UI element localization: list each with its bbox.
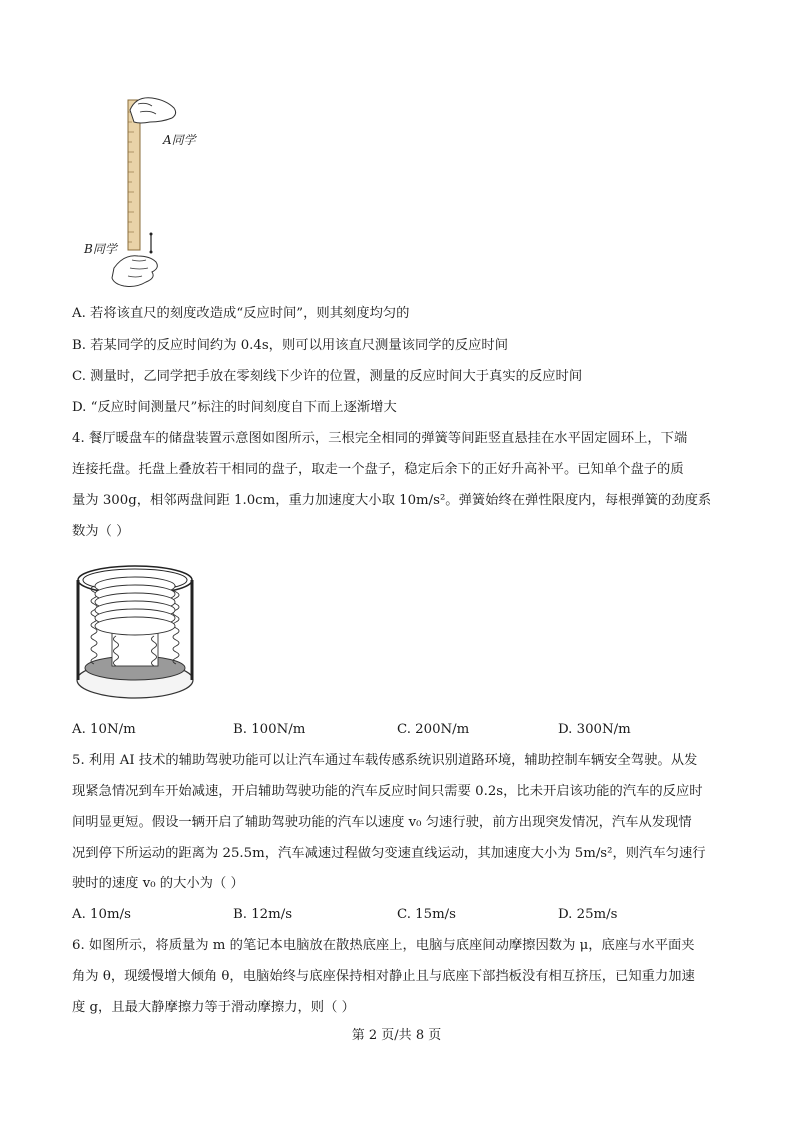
- q5-stem-line-3: 间明显更短。假设一辆开启了辅助驾驶功能的汽车以速度 v₀ 匀速行驶，前方出现突发情况，汽车从发现情: [72, 815, 692, 830]
- q6-stem-line-3: 度 g，且最大静摩擦力等于滑动摩擦力，则（ ）: [72, 1000, 355, 1015]
- q4-option-a: A. 10N/m: [72, 722, 136, 737]
- q3-option-d: D. “反应时间测量尺”标注的时间刻度自下而上逐渐增大: [72, 400, 397, 415]
- q6-stem-line-2: 角为 θ，现缓慢增大倾角 θ，电脑始终与底座保持相对静止且与底座下部挡板没有相互挤压，已知重力加速: [72, 969, 695, 984]
- label-student-a: A同学: [163, 133, 196, 147]
- q4-stem-line-3: 量为 300g，相邻两盘间距 1.0cm，重力加速度大小取 10m/s²。弹簧始终在弹性限度内，每根弹簧的劲度系: [72, 493, 712, 508]
- q5-option-a: A. 10m/s: [72, 907, 131, 922]
- plate-warmer-figure: [72, 552, 198, 702]
- q5-option-c: C. 15m/s: [397, 907, 456, 922]
- q5-stem-line-2: 现紧急情况到车开始减速，开启辅助驾驶功能的汽车反应时间只需要 0.2s，比未开启该功能的汽车的反应时: [72, 784, 703, 799]
- ruler-reaction-figure: [78, 92, 218, 292]
- label-student-b: B同学: [84, 242, 117, 256]
- q6-stem-line-1: 6. 如图所示，将质量为 m 的笔记本电脑放在散热底座上，电脑与底座间动摩擦因数为 μ，底座与水平面夹: [72, 938, 695, 953]
- q5-stem-line-1: 5. 利用 AI 技术的辅助驾驶功能可以让汽车通过车载传感系统识别道路环境，辅助控制车辆安全驾驶。从发: [72, 753, 698, 768]
- q4-option-b: B. 100N/m: [233, 722, 306, 737]
- q3-option-b: B. 若某同学的反应时间约为 0.4s，则可以用该直尺测量该同学的反应时间: [72, 338, 509, 353]
- q4-stem-line-4: 数为（ ）: [72, 524, 130, 539]
- q4-option-d: D. 300N/m: [558, 722, 631, 737]
- page-footer: 第 2 页/共 8 页: [351, 1028, 442, 1043]
- q3-option-c: C. 测量时，乙同学把手放在零刻线下少许的位置，测量的反应时间大于真实的反应时间: [72, 369, 583, 384]
- q4-option-c: C. 200N/m: [397, 722, 470, 737]
- q5-option-b: B. 12m/s: [233, 907, 293, 922]
- q3-option-a: A. 若将该直尺的刻度改造成“反应时间”，则其刻度均匀的: [72, 306, 410, 321]
- q4-stem-line-1: 4. 餐厅暖盘车的储盘装置示意图如图所示，三根完全相同的弹簧等间距竖直悬挂在水平固定圆环上，下端: [72, 431, 688, 446]
- q5-option-d: D. 25m/s: [558, 907, 618, 922]
- q4-stem-line-2: 连接托盘。托盘上叠放若干相同的盘子，取走一个盘子，稳定后余下的正好升高补平。已知单个盘子的质: [72, 462, 684, 477]
- q5-stem-line-5: 驶时的速度 v₀ 的大小为（ ）: [72, 876, 244, 891]
- q5-stem-line-4: 况到停下所运动的距离为 25.5m，汽车减速过程做匀变速直线运动，其加速度大小为 5m/s²，则汽车匀速行: [72, 846, 706, 861]
